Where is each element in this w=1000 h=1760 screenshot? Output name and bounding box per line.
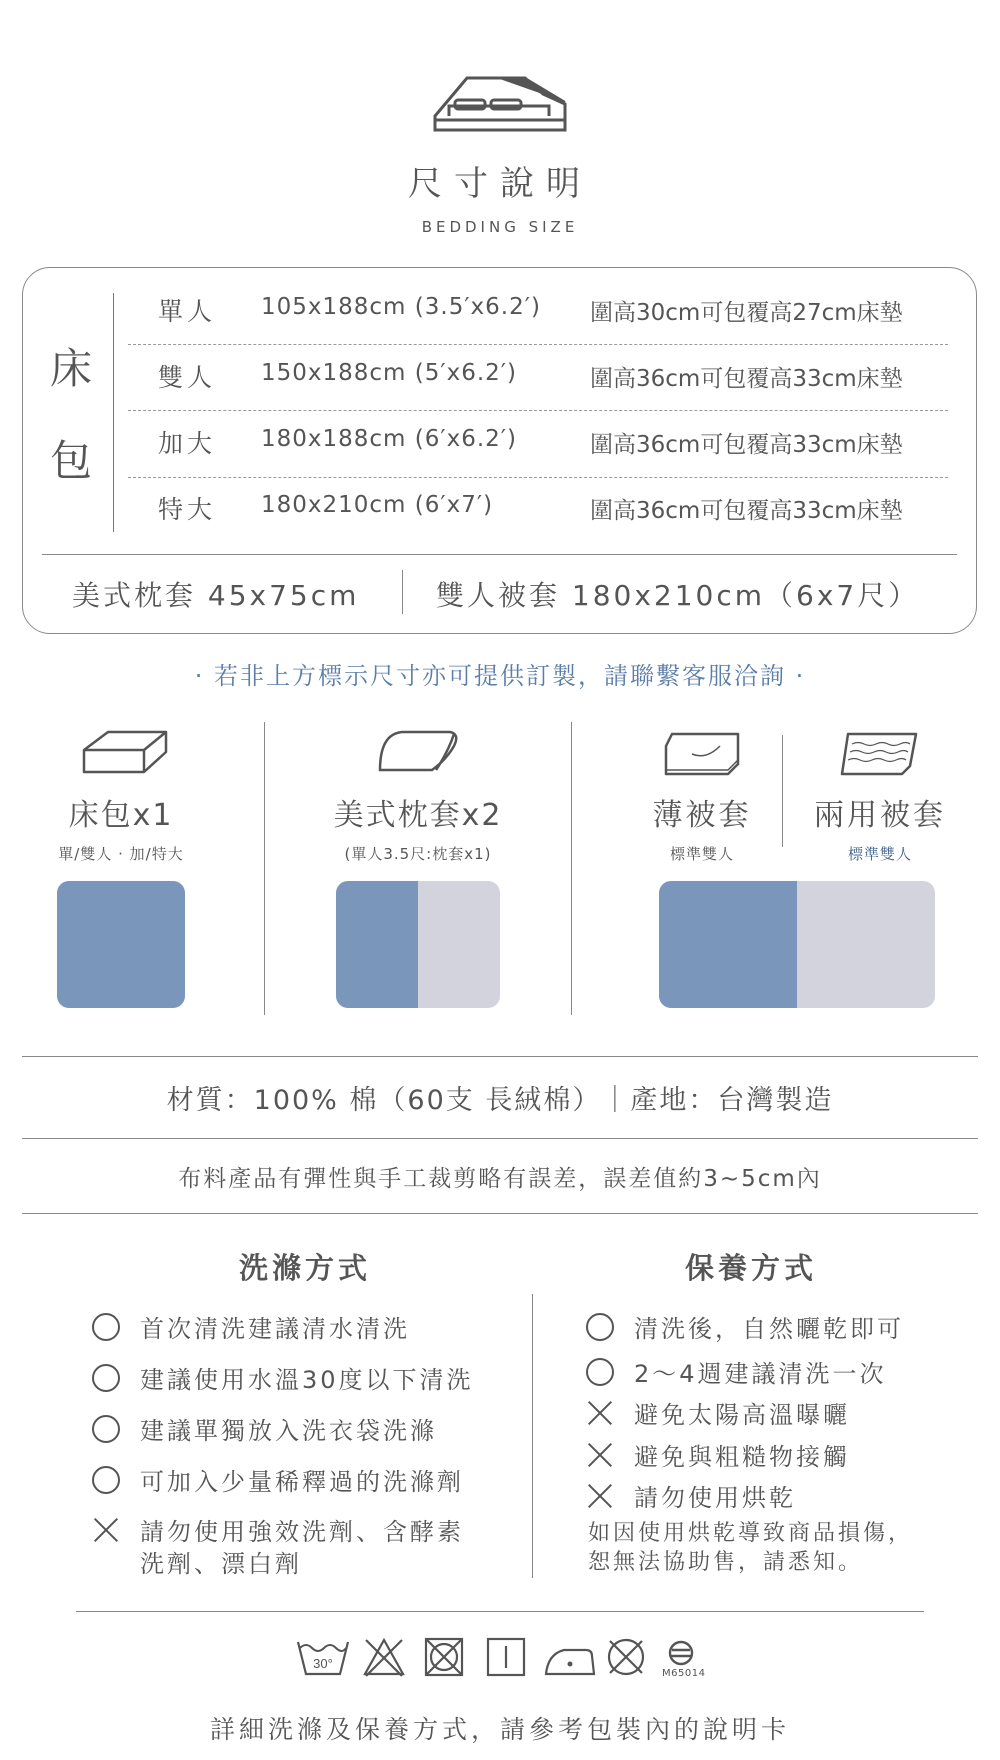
size-note: 圍高36cm可包覆高33cm床墊 [590, 366, 903, 392]
size-dimension: 180x188cm (6′x6.2′) [261, 426, 517, 452]
wash-item: 建議使用水溫30度以下清洗 [92, 1360, 474, 1395]
svg-text:30°: 30° [313, 1656, 333, 1671]
thin-duvet-title: 薄被套 [652, 798, 752, 833]
material-info: 材質：100% 棉（60支 長絨棉）｜產地：台灣製造 [166, 1085, 834, 1116]
category-divider [113, 293, 114, 532]
forbidden-cross-icon [92, 1516, 120, 1544]
care-item: 避免與粗糙物接觸 [586, 1437, 850, 1472]
section-divider [22, 1056, 978, 1057]
care-item: 2～4週建議清洗一次 [586, 1354, 887, 1389]
thin-duvet-sub: 標準雙人 [669, 845, 734, 863]
fitted-sheet-icon [80, 728, 170, 776]
wash-item: 請勿使用強效洗劑、含酵素 [92, 1512, 464, 1547]
pillowcase-swatch [336, 881, 500, 1008]
bed-icon [433, 72, 569, 134]
size-note: 圍高36cm可包覆高33cm床墊 [590, 432, 903, 458]
pillowcase-size: 美式枕套 45x75cm [72, 579, 360, 612]
wash-title: 洗滌方式 [238, 1251, 371, 1285]
page-title: 尺寸說明 [408, 164, 592, 204]
care-note: 如因使用烘乾導致商品損傷， [588, 1521, 914, 1546]
category-char-1: 床 [50, 344, 93, 393]
size-row [158, 422, 948, 466]
color-blue [659, 881, 797, 1008]
color-gray [797, 881, 935, 1008]
iron-low-icon [542, 1638, 598, 1678]
no-bleach-icon [362, 1636, 406, 1678]
size-row [158, 290, 948, 334]
size-name: 特大 [158, 495, 217, 524]
pillow-icon [376, 728, 460, 774]
wash-item-continued: 洗劑、漂白劑 [140, 1550, 302, 1578]
row-divider [128, 410, 948, 411]
no-tumble-dry-icon [422, 1636, 466, 1678]
fitted-sheet-sub: 單/雙人 · 加/特大 [58, 845, 184, 863]
care-title: 保養方式 [684, 1251, 817, 1285]
fitted-sheet-title: 床包x1 [68, 798, 174, 833]
section-divider [76, 1611, 924, 1612]
duvet-size: 雙人被套 180x210cm（6x7尺） [436, 579, 920, 612]
size-name: 加大 [158, 429, 217, 458]
wash-item: 首次清洗建議清水清洗 [92, 1309, 410, 1344]
fitted-sheet-swatch [57, 881, 185, 1008]
line-dry-icon [484, 1636, 528, 1678]
allowed-circle-icon [92, 1466, 120, 1494]
forbidden-cross-icon [586, 1441, 614, 1469]
tolerance-note: 布料產品有彈性與手工裁剪略有誤差，誤差值約3~5cm內 [178, 1166, 822, 1192]
page-subtitle: BEDDING SIZE [421, 218, 579, 236]
table-bottom-divider [42, 554, 957, 555]
wash-item: 可加入少量稀釋過的洗滌劑 [92, 1462, 464, 1497]
row-divider [128, 477, 948, 478]
allowed-circle-icon [586, 1313, 614, 1341]
size-name: 雙人 [158, 363, 217, 392]
dual-duvet-sub: 標準雙人 [847, 845, 912, 863]
duvet-swatch [659, 881, 935, 1008]
size-row [158, 488, 948, 532]
care-item: 清洗後，自然曬乾即可 [586, 1309, 904, 1344]
care-item: 請勿使用烘乾 [586, 1478, 796, 1513]
forbidden-cross-icon [586, 1399, 614, 1427]
pillowcase-title: 美式枕套x2 [333, 798, 503, 833]
allowed-circle-icon [92, 1313, 120, 1341]
allowed-circle-icon [92, 1364, 120, 1392]
allowed-circle-icon [586, 1358, 614, 1386]
product-divider [571, 722, 572, 1015]
section-divider [22, 1138, 978, 1139]
footer-note: 詳細洗滌及保養方式，請參考包裝內的說明卡 [209, 1715, 790, 1744]
custom-order-note: · 若非上方標示尺寸亦可提供訂製，請聯繫客服洽詢 · [194, 662, 806, 690]
bottom-mid-divider [402, 570, 403, 614]
size-name: 單人 [158, 297, 217, 326]
wash-item: 建議單獨放入洗衣袋洗滌 [92, 1411, 437, 1446]
size-dimension: 180x210cm (6′x7′) [261, 492, 494, 518]
size-note: 圍高36cm可包覆高33cm床墊 [590, 498, 903, 524]
size-note: 圍高30cm可包覆高27cm床墊 [590, 300, 903, 326]
no-dry-clean-icon [604, 1636, 648, 1678]
wash-30-icon [296, 1636, 350, 1678]
pillowcase-sub: (單人3.5尺:枕套x1) [344, 845, 492, 863]
dual-duvet-title: 兩用被套 [814, 798, 946, 833]
wash-care-divider [532, 1294, 533, 1578]
category-char-2: 包 [50, 436, 93, 485]
certification-code: M65014 [662, 1668, 706, 1679]
care-note: 恕無法協助售，請悉知。 [588, 1550, 864, 1575]
size-dimension: 105x188cm (3.5′x6.2′) [261, 294, 541, 320]
care-item: 避免太陽高溫曝曬 [586, 1395, 850, 1430]
row-divider [128, 344, 948, 345]
thin-duvet-icon [662, 730, 744, 776]
color-blue [336, 881, 418, 1008]
product-divider [264, 722, 265, 1015]
size-dimension: 150x188cm (5′x6.2′) [261, 360, 517, 386]
size-row [158, 356, 948, 400]
allowed-circle-icon [92, 1415, 120, 1443]
section-divider [22, 1213, 978, 1214]
forbidden-cross-icon [586, 1482, 614, 1510]
color-gray [418, 881, 500, 1008]
dual-duvet-icon [838, 730, 920, 776]
